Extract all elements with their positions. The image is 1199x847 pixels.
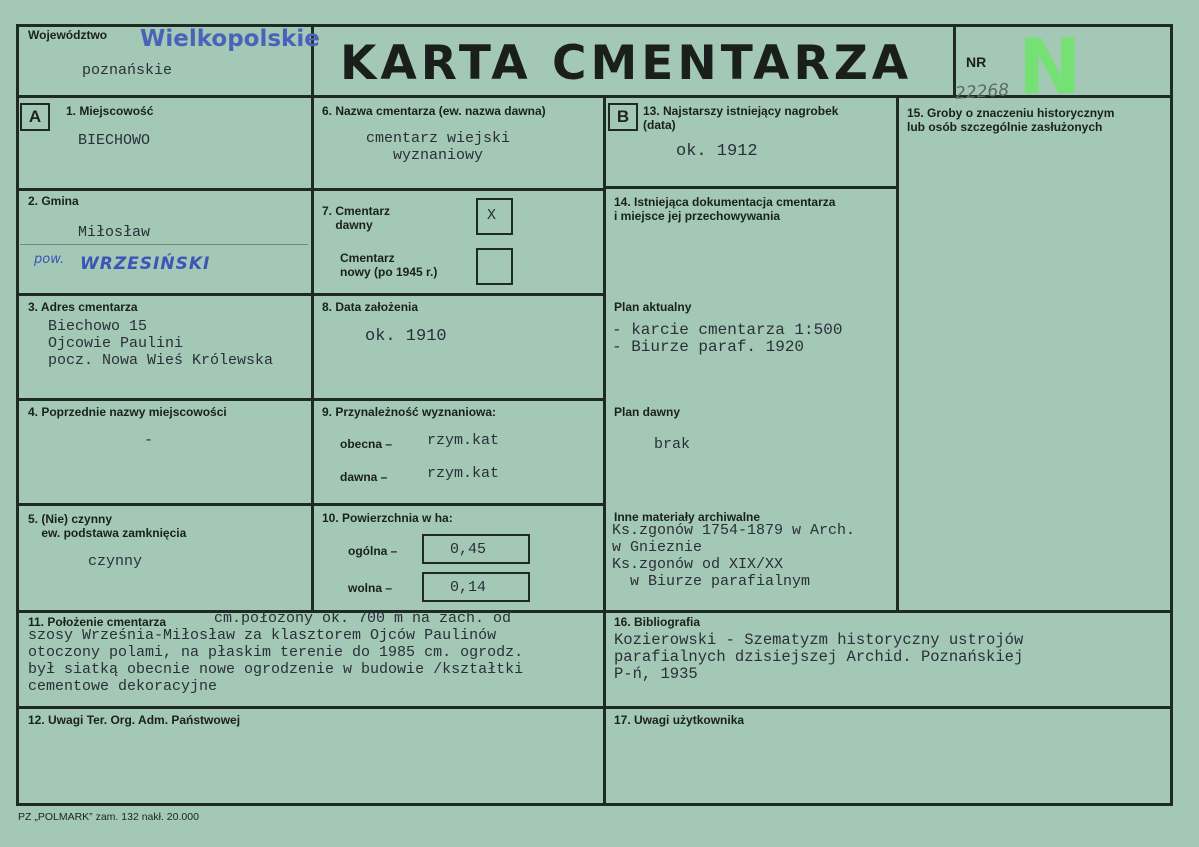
print-footer: PZ „POLMARK” zam. 132 nakł. 20.000: [18, 811, 199, 823]
plan-aktualny-label: Plan aktualny: [614, 300, 692, 314]
czynny-value: czynny: [88, 553, 143, 570]
czynny-label: 5. (Nie) czynny ew. podstawa zamknięcia: [28, 512, 187, 540]
cmentarz-dawny-label: 7. Cmentarz dawny: [322, 204, 391, 232]
plan-dawny-value: brak: [654, 436, 691, 453]
obecna-label: obecna –: [340, 437, 393, 451]
frame-right: [1170, 24, 1173, 806]
nazwa-cmentarza-value: cmentarz wiejski wyznaniowy: [366, 130, 511, 164]
powiat-value: WRZESIŃSKI: [80, 254, 211, 274]
row-line-4: [16, 503, 605, 506]
polozenie-value-first: cm.położony ok. 700 m na zach. od: [214, 610, 512, 627]
cmentarz-nowy-label: Cmentarz nowy (po 1945 r.): [340, 251, 438, 279]
section-b-marker: B: [608, 103, 638, 131]
polozenie-value-rest: szosy Września-Miłosław za klasztorem Ojców Paulinów otoczony polami, na płaskim terenie do 1985 cm. ogrodz. był siatką obecnie nowe ogrodzenie w budowie /kształtki cementowe dekoracyjne: [28, 627, 524, 695]
nr-label: NR: [966, 54, 987, 70]
row-line-1: [16, 188, 605, 191]
row-line-6: [16, 706, 1173, 709]
poprzednie-nazwy-value: -: [144, 432, 154, 449]
dawna-value: rzym.kat: [427, 465, 500, 482]
wolna-box: [422, 572, 530, 602]
ogolna-box: [422, 534, 530, 564]
ogolna-label: ogólna –: [348, 544, 398, 558]
adres-value: Biechowo 15 Ojcowie Paulini pocz. Nowa Wieś Królewska: [48, 318, 274, 369]
frame-bottom: [16, 803, 1173, 806]
obecna-value: rzym.kat: [427, 432, 500, 449]
row-line-3: [16, 398, 605, 401]
najstarszy-nagrobek-value: ok. 1912: [676, 142, 758, 161]
inne-materialy-value: Ks.zgonów 1754-1879 w Arch. w Gnieznie Ks.zgonów od XIX/XX w Biurze parafialnym: [612, 522, 856, 590]
wolna-value: 0,14: [450, 579, 487, 596]
col-divider-3: [896, 96, 899, 611]
powierzchnia-label: 10. Powierzchnia w ha:: [322, 511, 453, 525]
card-title: KARTA CMENTARZA: [340, 36, 913, 91]
dawna-label: dawna –: [340, 470, 388, 484]
data-zalozenia-value: ok. 1910: [365, 327, 447, 346]
green-stamp-letter: N: [1018, 22, 1082, 111]
powiat-prefix: pow.: [34, 252, 65, 267]
cmentarz-dawny-checkbox: [476, 198, 513, 235]
gmina-value: Miłosław: [78, 224, 151, 241]
col-divider-1: [311, 96, 314, 611]
row-line-2: [16, 293, 605, 296]
ogolna-value: 0,45: [450, 541, 487, 558]
poprzednie-nazwy-label: 4. Poprzednie nazwy miejscowości: [28, 405, 227, 419]
cmentarz-nowy-checkbox: [476, 248, 513, 285]
data-zalozenia-label: 8. Data założenia: [322, 300, 419, 314]
gmina-underline: [20, 244, 308, 245]
groby-historyczne-label: 15. Groby o znaczeniu historycznym lub osób szczególnie zasłużonych: [907, 106, 1115, 134]
plan-aktualny-value: - karcie cmentarza 1:500 - Biurze paraf. 1920: [612, 321, 843, 356]
miejscowosc-label: 1. Miejscowość: [66, 104, 154, 118]
bibliografia-value: Kozierowski - Szematyzm historyczny ustrojów parafialnych dzisiejszej Archid. Poznańskiej P-ń, 1935: [614, 631, 1024, 683]
row-line-5: [16, 610, 1173, 613]
dokumentacja-label: 14. Istniejąca dokumentacja cmentarza i miejsce jej przechowywania: [614, 195, 836, 223]
plan-dawny-label: Plan dawny: [614, 405, 681, 419]
adres-label: 3. Adres cmentarza: [28, 300, 138, 314]
gmina-label: 2. Gmina: [28, 194, 79, 208]
wojewodztwo-stamp: Wielkopolskie: [140, 26, 320, 52]
polozenie-label: 11. Położenie cmentarza: [28, 615, 167, 629]
bibliografia-label: 16. Bibliografia: [614, 615, 701, 629]
frame-left: [16, 24, 19, 806]
przynaleznosc-label: 9. Przynależność wyznaniowa:: [322, 405, 497, 419]
wojewodztwo-value: poznańskie: [82, 62, 173, 79]
uwagi-ter-label: 12. Uwagi Ter. Org. Adm. Państwowej: [28, 713, 241, 727]
section-a-marker: A: [20, 103, 50, 131]
wojewodztwo-label: Województwo: [28, 28, 108, 42]
wolna-label: wolna –: [348, 581, 393, 595]
inne-materialy-label: Inne materiały archiwalne: [614, 510, 761, 524]
miejscowosc-value: BIECHOWO: [78, 132, 151, 149]
cmentarz-dawny-mark: X: [487, 207, 497, 224]
nr-value: 22268: [954, 80, 1010, 104]
uwagi-uzytkownika-label: 17. Uwagi użytkownika: [614, 713, 745, 727]
najstarszy-nagrobek-label: 13. Najstarszy istniejący nagrobek (data): [643, 104, 839, 132]
row-line-b: [603, 186, 898, 189]
nazwa-cmentarza-label: 6. Nazwa cmentarza (ew. nazwa dawna): [322, 104, 546, 118]
col-divider-2: [603, 96, 606, 804]
